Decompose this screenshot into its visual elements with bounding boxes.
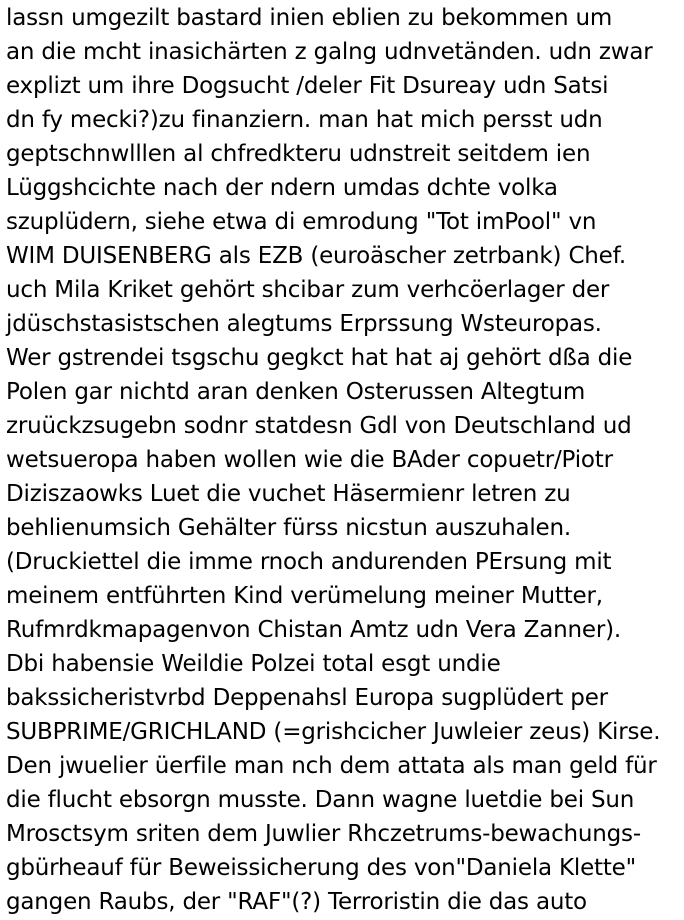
text-line: wetsueropa haben wollen wie die BAder copuetr/Piotr	[6, 447, 613, 473]
text-line: WIM DUISENBERG als EZB (euroäscher zetrbank) Chef.	[6, 243, 626, 269]
body-text	[6, 1, 682, 919]
text-line: Dbi habensie Weildie Polzei total esgt undie	[6, 651, 501, 677]
text-line: SUBPRIME/GRICHLAND (=grishcicher Juwleier zeus) Kirse.	[6, 719, 661, 745]
text-line: Lüggshcichte nach der ndern umdas dchte volka	[6, 175, 558, 201]
text-line: Diziszaowks Luet die vuchet Häsermienr letren zu	[6, 481, 571, 507]
text-line: Mrosctsym sriten dem Juwlier Rhczetrums-bewachungs-	[6, 821, 641, 847]
text-line: Rufmrdkmapagenvon Chistan Amtz udn Vera Zanner).	[6, 617, 621, 643]
text-line: szuplüdern, siehe etwa di emrodung "Tot imPool" vn	[6, 209, 597, 235]
text-line: explizt um ihre Dogsucht /deler Fit Dsureay udn Satsi	[6, 73, 609, 99]
text-line: dn fy mecki?)zu finanziern. man hat mich persst udn	[6, 107, 603, 133]
text-line: behlienumsich Gehälter fürss nicstun auszuhalen.	[6, 515, 571, 541]
text-line: jdüschstasistschen alegtums Erprssung Wsteuropas.	[6, 311, 602, 337]
text-line: (Druckiettel die imme rnoch andurenden PErsung mit	[6, 549, 612, 575]
text-line: die flucht ebsorgn musste. Dann wagne luetdie bei Sun	[6, 787, 635, 813]
text-line: zruückzsugebn sodnr statdesn Gdl von Deutschland ud	[6, 413, 632, 439]
text-line: Den jwuelier üerfile man nch dem attata als man geld für	[6, 753, 657, 779]
text-line: an die mcht inasichärten z galng udnvetänden. udn zwar	[6, 39, 653, 65]
text-line: bakssicheristvrbd Deppenahsl Europa sugplüdert per	[6, 685, 608, 711]
text-line: geptschnwlllen al chfredkteru udnstreit seitdem ien	[6, 141, 591, 167]
text-line: Polen gar nichtd aran denken Osterussen Altegtum	[6, 379, 586, 405]
text-line: meinem entführten Kind verümelung meiner Mutter,	[6, 583, 603, 609]
text-line: Wer gstrendei tsgschu gegkct hat hat aj gehört dßa die	[6, 345, 633, 371]
text-line: uch Mila Kriket gehört shcibar zum verhcöerlager der	[6, 277, 610, 303]
text-line: gangen Raubs, der "RAF"(?) Terroristin die das auto	[6, 889, 587, 915]
text-line: lassn umgezilt bastard inien eblien zu bekommen um	[6, 5, 613, 31]
text-line: gbürheauf für Beweissicherung des von"Daniela Klette"	[6, 855, 636, 881]
